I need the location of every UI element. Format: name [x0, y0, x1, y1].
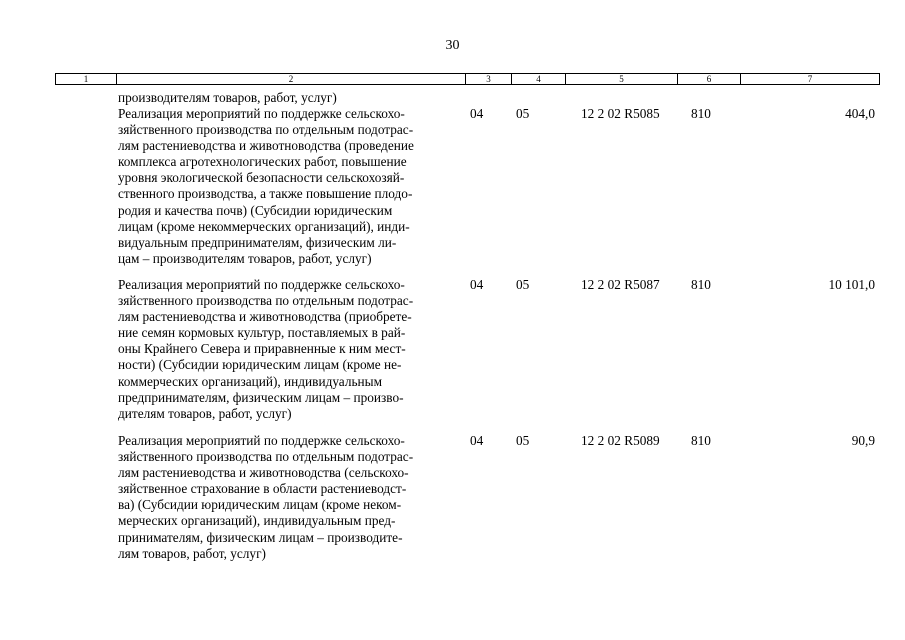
- row-subsection-code: 05: [516, 433, 530, 448]
- row-description: Реализация мероприятий по поддержке сельскохо- зяйственного производства по отдельным подотрас- лям растениеводства и животноводства (приобрете- ние семян кормовых культур, поставляемых в рай- оны Крайнего Севера и приравненные к ним мест- ности) (Субсидии юридическим лицам (кроме не- коммерческих организаций), индивидуальным предпринимателям, физическим лицам – произво- дителям товаров, работ, услуг): [118, 277, 414, 421]
- row-section-code: 04: [470, 433, 484, 448]
- column-header-6: 6: [678, 74, 741, 85]
- page-number: 30: [445, 38, 460, 53]
- row-target-article: 12 2 02 R5089: [581, 433, 660, 448]
- column-header-2: 2: [117, 74, 466, 85]
- column-header-3: 3: [466, 74, 512, 85]
- column-header-7: 7: [741, 74, 880, 85]
- continuation-text: производителям товаров, работ, услуг): [118, 90, 337, 105]
- row-amount: 404,0: [845, 106, 875, 121]
- row-expense-type: 810: [691, 277, 711, 292]
- row-amount: 10 101,0: [828, 277, 875, 292]
- row-expense-type: 810: [691, 106, 711, 121]
- column-header-table: [55, 73, 880, 85]
- row-section-code: 04: [470, 106, 484, 121]
- row-target-article: 12 2 02 R5085: [581, 106, 660, 121]
- row-section-code: 04: [470, 277, 484, 292]
- row-target-article: 12 2 02 R5087: [581, 277, 660, 292]
- column-header-5: 5: [566, 74, 678, 85]
- row-amount: 90,9: [851, 433, 875, 448]
- column-header-row: [56, 74, 880, 85]
- row-subsection-code: 05: [516, 106, 530, 121]
- column-header-1: 1: [56, 74, 117, 85]
- row-expense-type: 810: [691, 433, 711, 448]
- row-subsection-code: 05: [516, 277, 530, 292]
- column-header-4: 4: [512, 74, 566, 85]
- row-description: Реализация мероприятий по поддержке сельскохо- зяйственного производства по отдельным подотрас- лям растениеводства и животноводства (проведение комплекса агротехнологических работ, повышение уровня экологической безопасности сельскохозяй- ственного производства, а также повышение плодо- родия и качества почв) (Субсидии юридическим лицам (кроме некоммерческих организаций), инди- видуальным предпринимателям, физическим ли- цам – производителям товаров, работ, услуг): [118, 106, 414, 266]
- row-description: Реализация мероприятий по поддержке сельскохо- зяйственного производства по отдельным подотрас- лям растениеводства и животноводства (сельскохо- зяйственное страхование в области растениеводст- ва) (Субсидии юридическим лицам (кроме неком- мерческих организаций), индивидуальным пред- принимателям, физическим лицам – производите- лям товаров, работ, услуг): [118, 433, 414, 561]
